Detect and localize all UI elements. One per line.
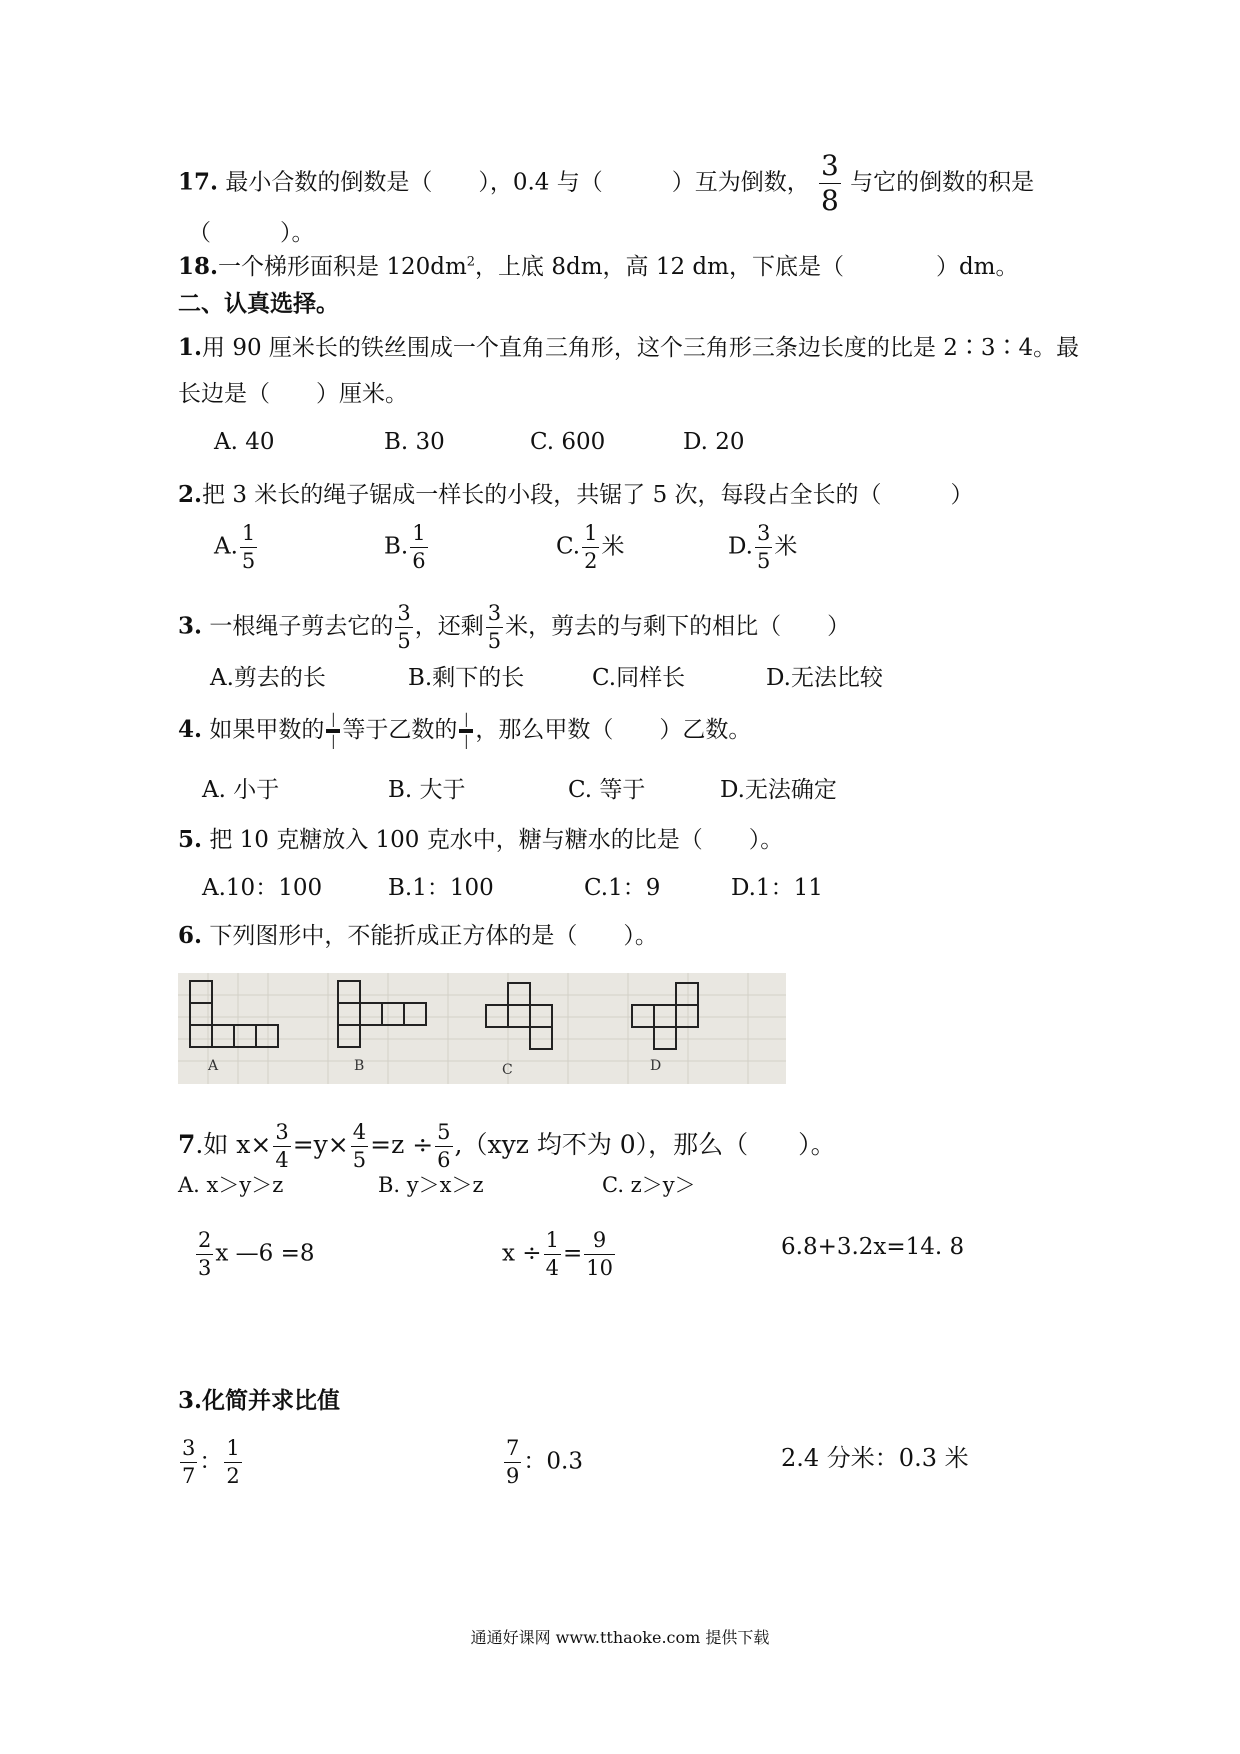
equation-3: 6.8+3.2x=14. 8: [781, 1234, 965, 1260]
question-text: =z ÷: [370, 1130, 434, 1159]
question-number: 1.: [178, 334, 203, 361]
option-a: A. 小于: [202, 777, 280, 803]
fraction: $\frac{7}{9}$: [506, 1436, 520, 1488]
option-a: A.剪去的长: [210, 665, 326, 691]
option-d: D.无法比较: [766, 665, 883, 691]
question-text: .如 x×: [195, 1130, 272, 1159]
fraction: $\frac{3}{7}$: [182, 1436, 196, 1488]
question-number: 7: [178, 1130, 196, 1159]
option-d: D.无法确定: [720, 777, 837, 803]
option-c: C. 等于: [568, 777, 646, 803]
choice-question-7: [178, 1122, 836, 1171]
fraction: $\frac{2}{3}$: [198, 1228, 212, 1280]
equation-2: x ÷ $\frac{1}{4}$ = $\frac{9}{10}$: [502, 1228, 613, 1280]
net-label-b: B: [354, 1058, 365, 1074]
question-number: 3.: [178, 612, 203, 640]
fraction: $\frac{1}{2}$: [226, 1436, 240, 1488]
option-a: A. 40: [214, 429, 275, 455]
option-c: C. 600: [530, 429, 606, 455]
net-label-a: A: [208, 1058, 219, 1074]
question-text: ,（xyz 均不为 0），那么（ ）。: [454, 1130, 836, 1159]
equation-1: $\frac{2}{3}$ x —6 =8: [198, 1228, 315, 1280]
broken-fraction: $\frac{│}{│}$: [459, 714, 473, 748]
fraction: $\frac{1}{4}$: [545, 1228, 559, 1280]
question-text: 最小合数的倒数是（ ），0.4 与（ ）互为倒数，: [225, 169, 810, 196]
choice-question-5: [178, 828, 783, 852]
question-text: ，上底 8dm，高 12 dm，下底是（ ）dm。: [475, 254, 1019, 280]
fraction: $\frac{3}{5}$: [397, 601, 411, 653]
question-number: 2.: [178, 481, 203, 508]
section-title: 二、认真选择。: [178, 290, 339, 317]
footer: 通通好课网 www.tthaoke.com 提供下载: [470, 1628, 770, 1647]
section-title: 3.化简并求比值: [178, 1387, 341, 1414]
question-number: 4.: [178, 716, 203, 743]
net-label-d: D: [650, 1058, 662, 1074]
question-number: 18.: [178, 253, 219, 280]
option-c: C. z＞y＞: [602, 1173, 696, 1197]
ratio-2: $\frac{7}{9}$ ：0.3: [506, 1436, 583, 1488]
fraction: $\frac{5}{6}$: [437, 1120, 451, 1172]
fraction: $\frac{3}{8}$: [821, 149, 839, 217]
fraction: $\frac{3}{5}$: [487, 601, 502, 653]
option-a: A. x＞y＞z: [178, 1173, 284, 1197]
option-d: D.1：11: [731, 875, 823, 901]
option-d: D. $\frac{3}{5}$ 米: [728, 521, 798, 573]
question-line2: 长边是（ ）厘米。: [178, 381, 408, 407]
question-text: 与它的倒数的积是: [850, 169, 1035, 196]
option-a: A.10：100: [202, 875, 323, 901]
ratio-1: $\frac{3}{7}$ ： $\frac{1}{2}$: [182, 1436, 240, 1488]
option-b: B. $\frac{1}{6}$: [384, 521, 426, 573]
question-text: 等于乙数的: [342, 717, 458, 743]
choice-question-6: [178, 924, 658, 948]
cube-nets-figure: [178, 973, 786, 1084]
option-d: D. 20: [683, 429, 745, 455]
broken-fraction: $\frac{│}{│}$: [326, 714, 340, 748]
cube-nets-drawing: [178, 973, 786, 1084]
choice-question-3: [178, 603, 850, 652]
fraction: $\frac{3}{4}$: [275, 1120, 289, 1172]
option-b: B. y＞x＞z: [378, 1173, 484, 1197]
question-text: 把 3 米长的绳子锯成一样长的小段，共锯了 5 次，每段占全长的（ ）: [202, 482, 974, 508]
option-c: C.1：9: [584, 875, 661, 901]
net-label-c: C: [502, 1062, 513, 1078]
question-text: 下列图形中，不能折成正方体的是（ ）。: [209, 923, 658, 949]
question-text: ，还剩: [414, 613, 484, 640]
question-17: [178, 149, 1035, 217]
fraction: $\frac{9}{10}$: [586, 1228, 613, 1280]
option-b: B.剩下的长: [408, 665, 525, 691]
question-text: 一个梯形面积是 120dm: [218, 254, 467, 280]
question-number: 17.: [178, 168, 219, 196]
superscript: 2: [466, 254, 476, 270]
question-number: 6.: [178, 922, 203, 949]
question-text: ，那么甲数（ ）乙数。: [475, 717, 752, 743]
question-text: 如果甲数的: [209, 717, 325, 743]
question-text: =y×: [292, 1130, 349, 1159]
option-a: A. $\frac{1}{5}$: [214, 521, 256, 573]
choice-question-2: [178, 483, 974, 507]
ratio-3: 2.4 分米：0.3 米: [781, 1444, 969, 1472]
option-b: B. 大于: [388, 777, 466, 803]
choice-question-4: [178, 714, 751, 748]
question-18: [178, 255, 1018, 279]
question-text: 一根绳子剪去它的: [209, 613, 394, 640]
option-c: C. $\frac{1}{2}$ 米: [556, 521, 625, 573]
question-text: 把 10 克糖放入 100 克水中，糖与糖水的比是（ ）。: [209, 827, 784, 853]
option-b: B. 30: [384, 429, 445, 455]
question-text: 米，剪去的与剩下的相比（ ）: [505, 613, 851, 640]
option-c: C.同样长: [592, 665, 686, 691]
option-b: B.1：100: [388, 875, 494, 901]
choice-question-1: [178, 336, 1079, 360]
question-text: 用 90 厘米长的铁丝围成一个直角三角形，这个三角形三条边长度的比是 2∶3∶4。最: [202, 335, 1080, 361]
fraction: $\frac{4}{5}$: [352, 1120, 367, 1172]
question-17-line2: （ ）。: [188, 220, 315, 246]
question-number: 5.: [178, 826, 203, 853]
